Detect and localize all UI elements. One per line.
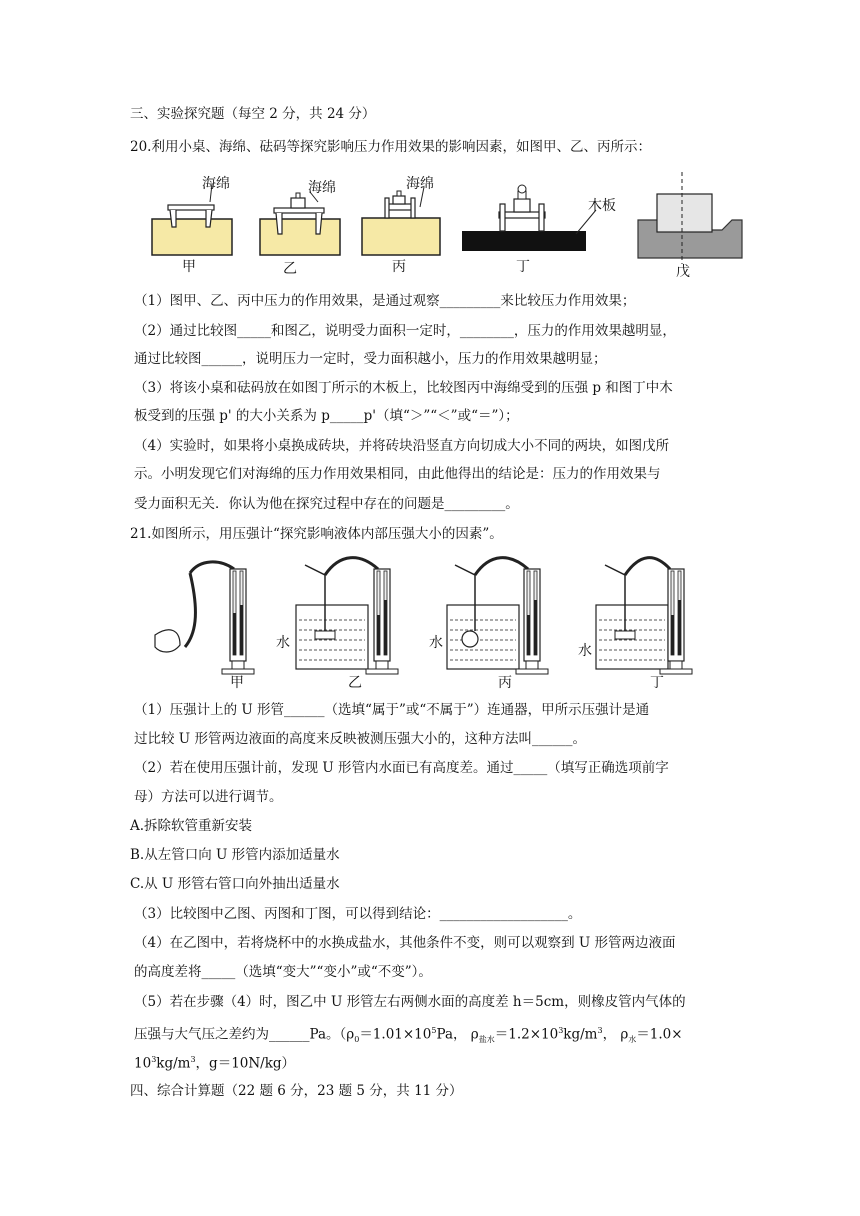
label-sponge-2: 海绵 xyxy=(308,180,336,196)
label-wu: 戊 xyxy=(676,264,690,280)
figure-jia xyxy=(152,176,232,275)
section-3-title: 三、实验探究题（每空 2 分，共 24 分） xyxy=(130,106,376,122)
figure-ding xyxy=(462,185,616,275)
figure-wu xyxy=(638,172,742,280)
label-ding-2: 丁 xyxy=(650,675,664,690)
label-ding-1: 丁 xyxy=(516,259,530,275)
q20-p3b: 板受到的压强 p' 的大小关系为 p_____p'（填“＞”“＜”或“＝”）； xyxy=(134,408,519,424)
q21-p1a: （1）压强计上的 U 形管______（选填“属于”或“不属于”）连通器，甲所示压强计是通 xyxy=(134,702,650,718)
q20-stem: 20.利用小桌、海绵、砝码等探究影响压力作用效果的影响因素，如图甲、乙、丙所示： xyxy=(130,139,651,155)
q21-p3: （3）比较图中乙图、丙图和丁图，可以得到结论：___________________。 xyxy=(134,906,582,922)
manometer-jia xyxy=(155,562,254,690)
q21-p2b: 母）方法可以进行调节。 xyxy=(134,789,283,805)
q21-stem: 21.如图所示，用压强计“探究影响液体内部压强大小的因素”。 xyxy=(130,526,503,542)
q20-p4a: （4）实验时，如果将小桌换成砖块，并将砖块沿竖直方向切成大小不同的两块，如图戊所 xyxy=(134,438,670,454)
section-4-title: 四、综合计算题（22 题 6 分，23 题 5 分，共 11 分） xyxy=(130,1083,463,1099)
q20-p1: （1）图甲、乙、丙中压力的作用效果，是通过观察_________来比较压力作用效果； xyxy=(134,293,636,309)
manometer-ding xyxy=(578,558,692,690)
q20-p2b: 通过比较图______，说明压力一定时，受力面积越小，压力的作用效果越明显； xyxy=(134,351,607,367)
label-yi-1: 乙 xyxy=(283,261,297,277)
figure-bing xyxy=(362,176,440,275)
q21-p5b: 压强与大气压之差约为______Pa。（$\rho_0=1.01\times 10^5Pa$， $\rho_{盐水}=1.2\times 10^3kg/m^3$， $\rho_水=1.0\times$ xyxy=(134,1026,683,1045)
label-yi-2: 乙 xyxy=(348,675,362,690)
q21-figure xyxy=(150,555,700,690)
q20-p3a: （3）将该小桌和砝码放在如图丁所示的木板上，比较图丙中海绵受到的压强 p 和图丁中木 xyxy=(134,380,673,396)
label-sponge-3: 海绵 xyxy=(406,176,434,192)
q21-p5a: （5）若在步骤（4）时，图乙中 U 形管左右两侧水面的高度差 h＝5cm，则橡皮管内气体的 xyxy=(134,994,686,1010)
manometer-bing xyxy=(429,558,548,690)
label-jia-1: 甲 xyxy=(182,259,196,275)
q20-p2a: （2）通过比较图_____和图乙，说明受力面积一定时，________，压力的作用效果越明显， xyxy=(134,323,676,339)
manometer-yi xyxy=(276,558,398,690)
q21-p4a: （4）在乙图中，若将烧杯中的水换成盐水，其他条件不变，则可以观察到 U 形管两边液面 xyxy=(134,935,676,951)
q21-p1b: 过比较 U 形管两边液面的高度来反映被测压强大小的，这种方法叫______。 xyxy=(134,731,586,747)
label-bing-1: 丙 xyxy=(392,259,406,275)
q20-p4c: 受力面积无关．你认为他在探究过程中存在的问题是_________。 xyxy=(134,496,519,512)
q20-figure xyxy=(150,172,750,284)
q21-option-c: C.从 U 形管右管口向外抽出适量水 xyxy=(130,876,340,892)
label-water-2: 水 xyxy=(429,635,443,651)
q21-p2a: （2）若在使用压强计前，发现 U 形管内水面已有高度差。通过_____（填写正确选项前字 xyxy=(134,760,669,776)
q21-p5c: $10^3kg/m^3$，g＝10N/kg） xyxy=(134,1055,296,1072)
label-bing-2: 丙 xyxy=(498,675,512,690)
label-board: 木板 xyxy=(588,198,616,214)
q21-option-a: A.拆除软管重新安装 xyxy=(130,818,253,834)
q21-p4b: 的高度差将_____（选填“变大”“变小”或“不变”）。 xyxy=(134,964,432,980)
label-water-3: 水 xyxy=(578,643,592,659)
q20-p4b: 示。小明发现它们对海绵的压力作用效果相同，由此他得出的结论是：压力的作用效果与 xyxy=(134,466,661,482)
label-sponge-1: 海绵 xyxy=(202,176,230,192)
figure-yi xyxy=(260,180,340,277)
label-water-1: 水 xyxy=(276,635,290,651)
q21-option-b: B.从左管口向 U 形管内添加适量水 xyxy=(130,847,340,863)
label-jia-2: 甲 xyxy=(230,675,244,690)
